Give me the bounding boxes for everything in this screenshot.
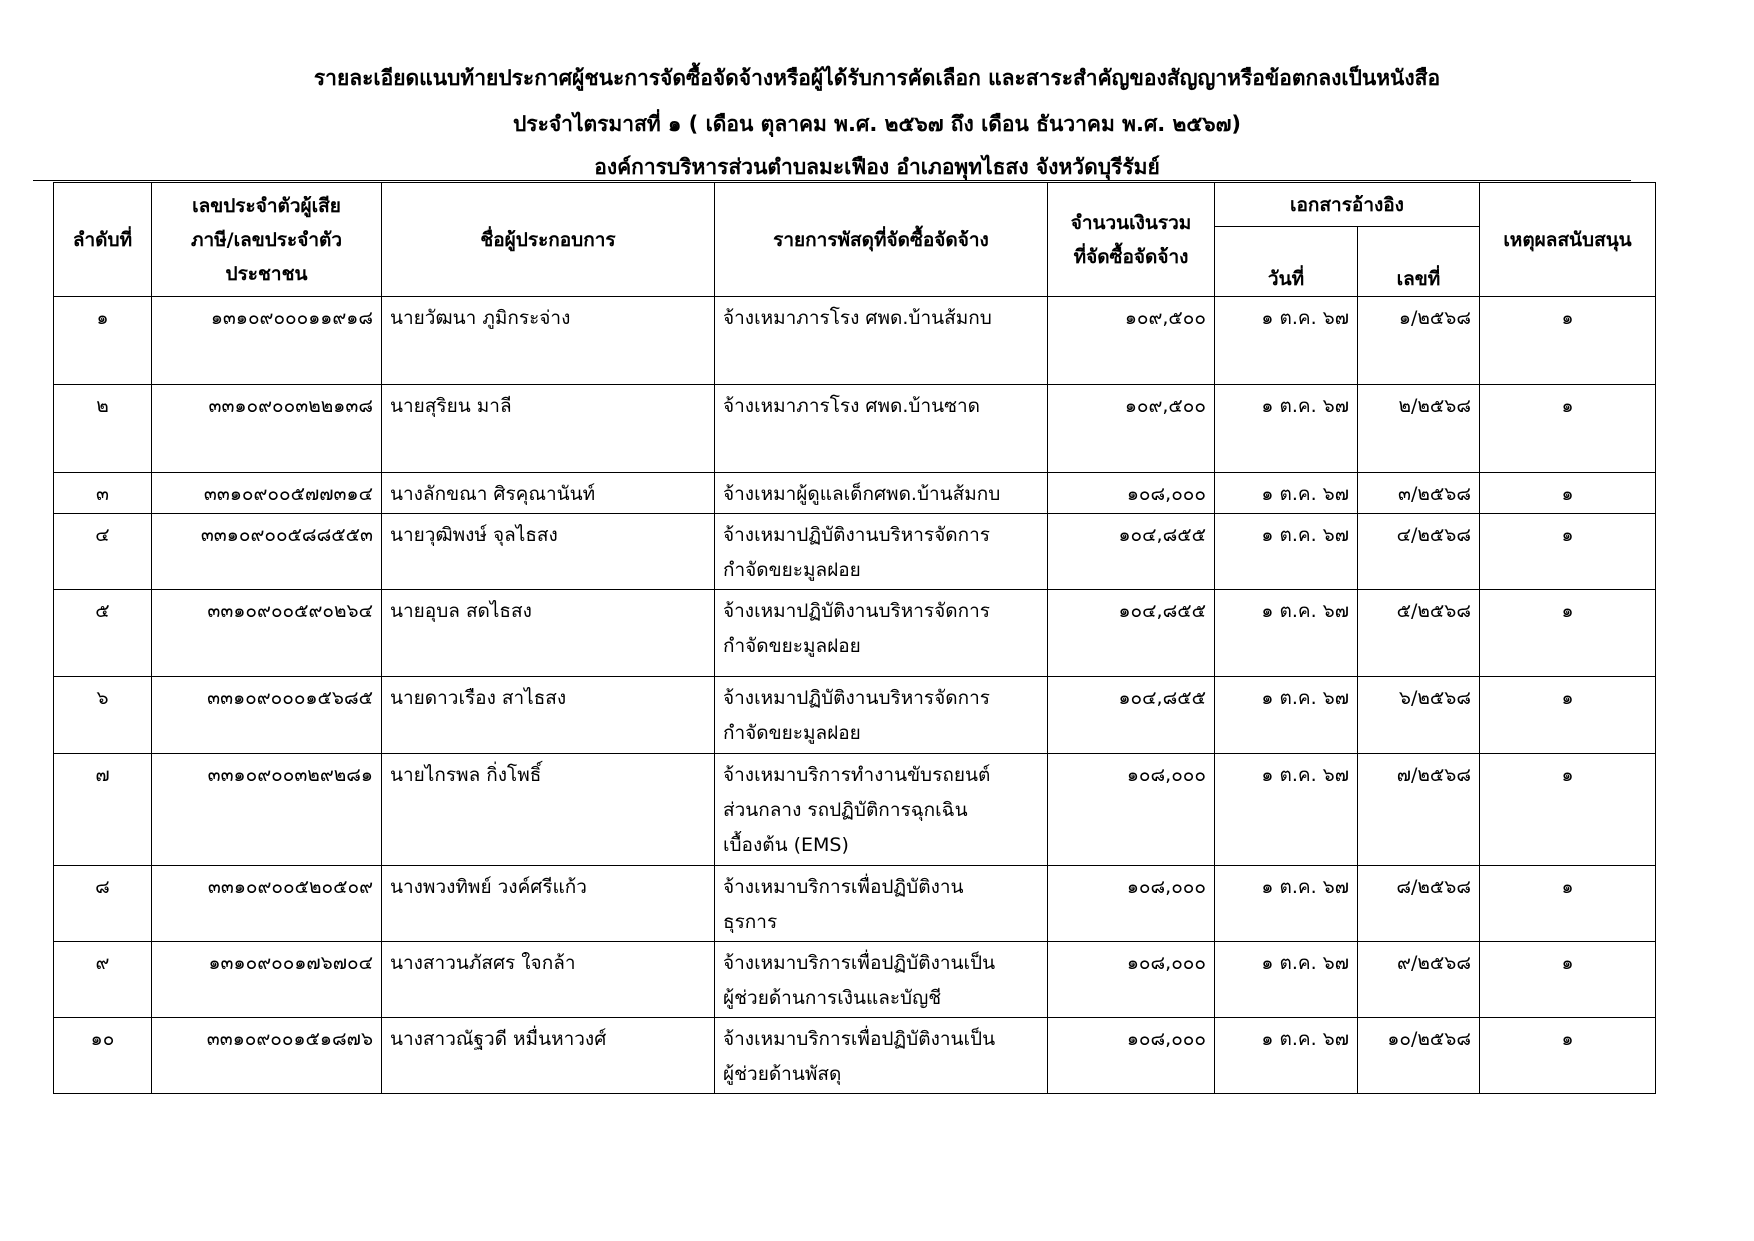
item-line: จ้างเหมาบริการเพื่อปฏิบัติงาน <box>723 876 964 898</box>
table-row <box>54 590 1656 677</box>
row-taxid: ๓๓๑๐๙๐๐๕๒๐๕๐๙ <box>152 866 382 942</box>
row-reason: ๑ <box>1480 677 1656 754</box>
row-taxid: ๓๓๑๐๙๐๐๓๒๙๒๘๑ <box>152 754 382 866</box>
item-line: กำจัดขยะมูลฝอย <box>723 635 861 657</box>
row-number: ๑ <box>54 297 152 385</box>
row-vendor-name: นายดาวเรือง สาไธสง <box>382 677 715 754</box>
row-ref-number: ๓/๒๕๖๘ <box>1358 473 1480 514</box>
row-number: ๑๐ <box>54 1018 152 1094</box>
row-item-description <box>715 866 1048 942</box>
item-line: จ้างเหมาปฏิบัติงานบริหารจัดการ <box>723 687 990 709</box>
row-amount: ๑๐๙,๕๐๐ <box>1048 385 1215 473</box>
row-item-description <box>715 942 1048 1018</box>
row-item-description <box>715 514 1048 590</box>
row-reason: ๑ <box>1480 385 1656 473</box>
row-number: ๖ <box>54 677 152 754</box>
header-rule <box>33 180 1631 181</box>
col-header-ref-no: เลขที่ <box>1358 227 1480 297</box>
row-ref-number: ๑๐/๒๕๖๘ <box>1358 1018 1480 1094</box>
row-ref-number: ๗/๒๕๖๘ <box>1358 754 1480 866</box>
row-reason: ๑ <box>1480 473 1656 514</box>
item-line: จ้างเหมาผู้ดูแลเด็กศพด.บ้านส้มกบ <box>723 483 1001 505</box>
row-taxid: ๓๓๑๐๙๐๐๕๗๗๓๑๔ <box>152 473 382 514</box>
row-taxid: ๓๓๑๐๙๐๐๕๙๐๒๖๔ <box>152 590 382 677</box>
col-header-item: รายการพัสดุที่จัดซื้อจัดจ้าง <box>715 183 1048 297</box>
row-reason: ๑ <box>1480 1018 1656 1094</box>
item-line: จ้างเหมาปฏิบัติงานบริหารจัดการ <box>723 524 990 546</box>
row-reason: ๑ <box>1480 297 1656 385</box>
row-vendor-name: นายไกรพล กิ่งโพธิ์ <box>382 754 715 866</box>
item-line: เบื้องต้น (EMS) <box>723 834 849 856</box>
item-line: จ้างเหมาบริการเพื่อปฏิบัติงานเป็น <box>723 952 996 974</box>
row-taxid: ๓๓๑๐๙๐๐๑๕๑๘๗๖ <box>152 1018 382 1094</box>
row-reason: ๑ <box>1480 514 1656 590</box>
table-row <box>54 942 1656 1018</box>
row-amount: ๑๐๙,๕๐๐ <box>1048 297 1215 385</box>
quarter-subtitle: ประจำไตรมาสที่ ๑ ( เดือน ตุลาคม พ.ศ. ๒๕๖๗ ถึง เดือน ธันวาคม พ.ศ. ๒๕๖๗) <box>512 112 1242 136</box>
item-line: ธุรการ <box>723 911 778 933</box>
row-number: ๒ <box>54 385 152 473</box>
row-ref-date: ๑ ต.ค. ๖๗ <box>1215 677 1358 754</box>
item-line: ผู้ช่วยด้านการเงินและบัญชี <box>723 987 942 1009</box>
row-ref-date: ๑ ต.ค. ๖๗ <box>1215 297 1358 385</box>
row-ref-number: ๖/๒๕๖๘ <box>1358 677 1480 754</box>
row-item-description <box>715 385 1048 473</box>
row-reason: ๑ <box>1480 942 1656 1018</box>
row-amount: ๑๐๘,๐๐๐ <box>1048 866 1215 942</box>
row-vendor-name: นายวุฒิพงษ์ จุลไธสง <box>382 514 715 590</box>
row-number: ๙ <box>54 942 152 1018</box>
procurement-table <box>53 182 1656 1094</box>
col-header-taxid: เลขประจำตัวผู้เสีย ภาษี/เลขประจำตัว ประชาชน <box>152 183 382 297</box>
row-vendor-name: นายวัฒนา ภูมิกระจ่าง <box>382 297 715 385</box>
row-ref-date: ๑ ต.ค. ๖๗ <box>1215 754 1358 866</box>
row-item-description <box>715 297 1048 385</box>
row-amount: ๑๐๘,๐๐๐ <box>1048 1018 1215 1094</box>
table-row <box>54 514 1656 590</box>
organization-name: องค์การบริหารส่วนตำบลมะเฟือง อำเภอพุทไธสง จังหวัดบุรีรัมย์ <box>594 155 1160 179</box>
row-amount: ๑๐๔,๘๕๕ <box>1048 677 1215 754</box>
row-reason: ๑ <box>1480 866 1656 942</box>
row-ref-number: ๑/๒๕๖๘ <box>1358 297 1480 385</box>
row-taxid: ๓๓๑๐๙๐๐๓๒๒๑๓๘ <box>152 385 382 473</box>
col-header-amount: จำนวนเงินรวม ที่จัดซื้อจัดจ้าง <box>1048 183 1215 297</box>
row-number: ๕ <box>54 590 152 677</box>
col-header-ref-date: วันที่ <box>1215 227 1358 297</box>
row-number: ๗ <box>54 754 152 866</box>
table-row <box>54 473 1656 514</box>
item-line: จ้างเหมาบริการทำงานขับรถยนต์ <box>723 764 991 786</box>
row-ref-number: ๒/๒๕๖๘ <box>1358 385 1480 473</box>
table-row <box>54 677 1656 754</box>
row-reason: ๑ <box>1480 590 1656 677</box>
item-line: จ้างเหมาภารโรง ศพด.บ้านส้มกบ <box>723 307 992 329</box>
row-ref-number: ๘/๒๕๖๘ <box>1358 866 1480 942</box>
col-header-no: ลำดับที่ <box>54 183 152 297</box>
table-body <box>54 297 1656 1094</box>
row-ref-date: ๑ ต.ค. ๖๗ <box>1215 514 1358 590</box>
row-item-description <box>715 473 1048 514</box>
row-number: ๓ <box>54 473 152 514</box>
item-line: จ้างเหมาปฏิบัติงานบริหารจัดการ <box>723 600 990 622</box>
col-header-vendor: ชื่อผู้ประกอบการ <box>382 183 715 297</box>
row-vendor-name: นางลักขณา ศิรคุณานันท์ <box>382 473 715 514</box>
item-line: ผู้ช่วยด้านพัสดุ <box>723 1063 842 1085</box>
row-amount: ๑๐๔,๘๕๕ <box>1048 590 1215 677</box>
row-taxid: ๑๓๑๐๙๐๐๑๗๖๗๐๔ <box>152 942 382 1018</box>
row-amount: ๑๐๘,๐๐๐ <box>1048 473 1215 514</box>
row-item-description <box>715 754 1048 866</box>
row-ref-date: ๑ ต.ค. ๖๗ <box>1215 385 1358 473</box>
table-row <box>54 754 1656 866</box>
row-vendor-name: นางพวงทิพย์ วงค์ศรีแก้ว <box>382 866 715 942</box>
row-taxid: ๓๓๑๐๙๐๐๐๑๕๖๘๕ <box>152 677 382 754</box>
row-vendor-name: นางสาวณัฐวดี หมื่นหาวงศ์ <box>382 1018 715 1094</box>
row-taxid: ๓๓๑๐๙๐๐๕๘๘๕๕๓ <box>152 514 382 590</box>
item-line: กำจัดขยะมูลฝอย <box>723 559 861 581</box>
document-title: รายละเอียดแนบท้ายประกาศผู้ชนะการจัดซื้อจัดจ้างหรือผู้ได้รับการคัดเลือก และสาระสำคัญของสัญญาหรือข้อตกลงเป็นหนังสือ <box>313 66 1441 90</box>
row-vendor-name: นางสาวนภัสศร ใจกล้า <box>382 942 715 1018</box>
row-taxid: ๑๓๑๐๙๐๐๐๑๑๙๑๘ <box>152 297 382 385</box>
row-item-description <box>715 590 1048 677</box>
table-row <box>54 866 1656 942</box>
row-ref-date: ๑ ต.ค. ๖๗ <box>1215 866 1358 942</box>
row-amount: ๑๐๘,๐๐๐ <box>1048 942 1215 1018</box>
row-amount: ๑๐๔,๘๕๕ <box>1048 514 1215 590</box>
item-line: ส่วนกลาง รถปฏิบัติการฉุกเฉิน <box>723 799 968 821</box>
row-number: ๘ <box>54 866 152 942</box>
row-ref-date: ๑ ต.ค. ๖๗ <box>1215 942 1358 1018</box>
row-amount: ๑๐๘,๐๐๐ <box>1048 754 1215 866</box>
row-ref-number: ๕/๒๕๖๘ <box>1358 590 1480 677</box>
row-item-description <box>715 1018 1048 1094</box>
row-ref-number: ๙/๒๕๖๘ <box>1358 942 1480 1018</box>
col-header-reason: เหตุผลสนับสนุน <box>1480 183 1656 297</box>
item-line: จ้างเหมาภารโรง ศพด.บ้านซาด <box>723 395 981 417</box>
row-vendor-name: นายสุริยน มาลี <box>382 385 715 473</box>
row-reason: ๑ <box>1480 754 1656 866</box>
item-line: กำจัดขยะมูลฝอย <box>723 722 861 744</box>
table-row <box>54 297 1656 385</box>
row-ref-date: ๑ ต.ค. ๖๗ <box>1215 1018 1358 1094</box>
row-item-description <box>715 677 1048 754</box>
row-ref-date: ๑ ต.ค. ๖๗ <box>1215 590 1358 677</box>
row-vendor-name: นายอุบล สดไธสง <box>382 590 715 677</box>
row-ref-date: ๑ ต.ค. ๖๗ <box>1215 473 1358 514</box>
table-row <box>54 385 1656 473</box>
item-line: จ้างเหมาบริการเพื่อปฏิบัติงานเป็น <box>723 1028 996 1050</box>
row-number: ๔ <box>54 514 152 590</box>
row-ref-number: ๔/๒๕๖๘ <box>1358 514 1480 590</box>
col-header-reference: เอกสารอ้างอิง <box>1215 183 1480 227</box>
table-row <box>54 1018 1656 1094</box>
